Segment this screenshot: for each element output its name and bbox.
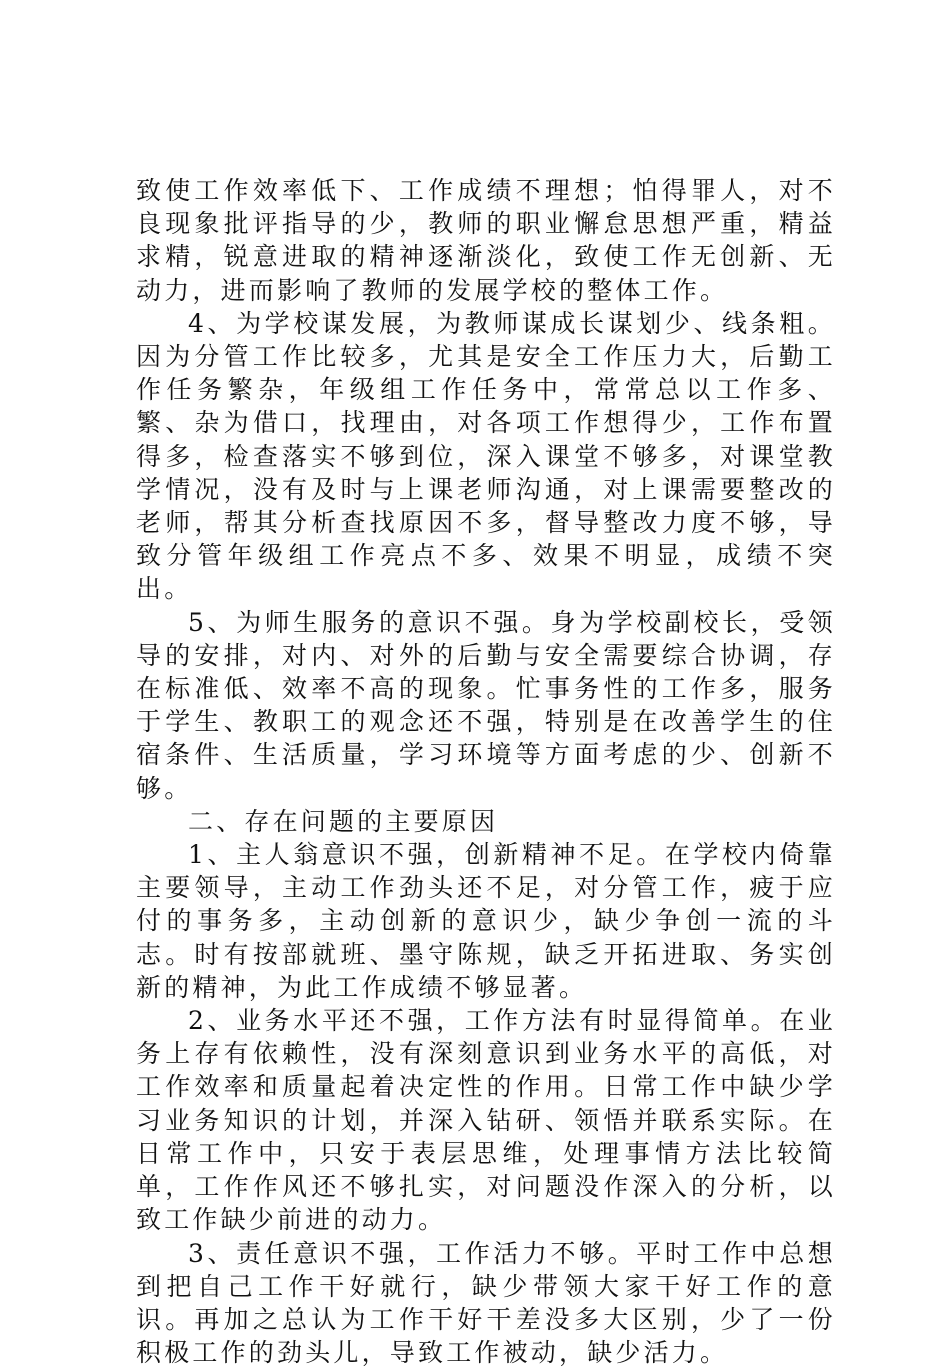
document-body — [136, 174, 836, 1369]
paragraph-continuation: 致使工作效率低下、工作成绩不理想；怕得罪人，对不良现象批评指导的少，教师的职业懈怠思想严重，精益求精，锐意进取的精神逐渐淡化，致使工作无创新、无动力，进而影响了教师的发展学校的整体工作。 — [136, 174, 836, 307]
paragraph-item-5: 5、为师生服务的意识不强。身为学校副校长，受领导的安排，对内、对外的后勤与安全需要综合协调，存在标准低、效率不高的现象。忙事务性的工作多，服务于学生、教职工的观念还不强，特别是在改善学生的住宿条件、生活质量，学习环境等方面考虑的少、创新不够。 — [136, 606, 836, 805]
paragraph-cause-1: 1、主人翁意识不强，创新精神不足。在学校内倚靠主要领导，主动工作劲头还不足，对分管工作，疲于应付的事务多，主动创新的意识少，缺少争创一流的斗志。时有按部就班、墨守陈规，缺乏开拓进取、务实创新的精神，为此工作成绩不够显著。 — [136, 838, 836, 1004]
section-heading-main-causes: 二、存在问题的主要原因 — [136, 805, 836, 838]
paragraph-cause-2: 2、业务水平还不强，工作方法有时显得简单。在业务上存有依赖性，没有深刻意识到业务水平的高低，对工作效率和质量起着决定性的作用。日常工作中缺少学习业务知识的计划，并深入钻研、领悟并联系实际。在日常工作中，只安于表层思维，处理事情方法比较简单，工作作风还不够扎实，对问题没作深入的分析，以致工作缺少前进的动力。 — [136, 1004, 836, 1236]
paragraph-cause-3: 3、责任意识不强，工作活力不够。平时工作中总想到把自己工作干好就行，缺少带领大家干好工作的意识。再加之总认为工作干好干差没多大区别，少了一份积极工作的劲头儿，导致工作被动，缺少活力。 — [136, 1237, 836, 1369]
paragraph-item-4: 4、为学校谋发展，为教师谋成长谋划少、线条粗。因为分管工作比较多，尤其是安全工作压力大，后勤工作任务繁杂，年级组工作任务中，常常总以工作多、繁、杂为借口，找理由，对各项工作想得少，工作布置得多，检查落实不够到位，深入课堂不够多，对课堂教学情况，没有及时与上课老师沟通，对上课需要整改的老师，帮其分析查找原因不多，督导整改力度不够，导致分管年级组工作亮点不多、效果不明显，成绩不突出。 — [136, 307, 836, 606]
